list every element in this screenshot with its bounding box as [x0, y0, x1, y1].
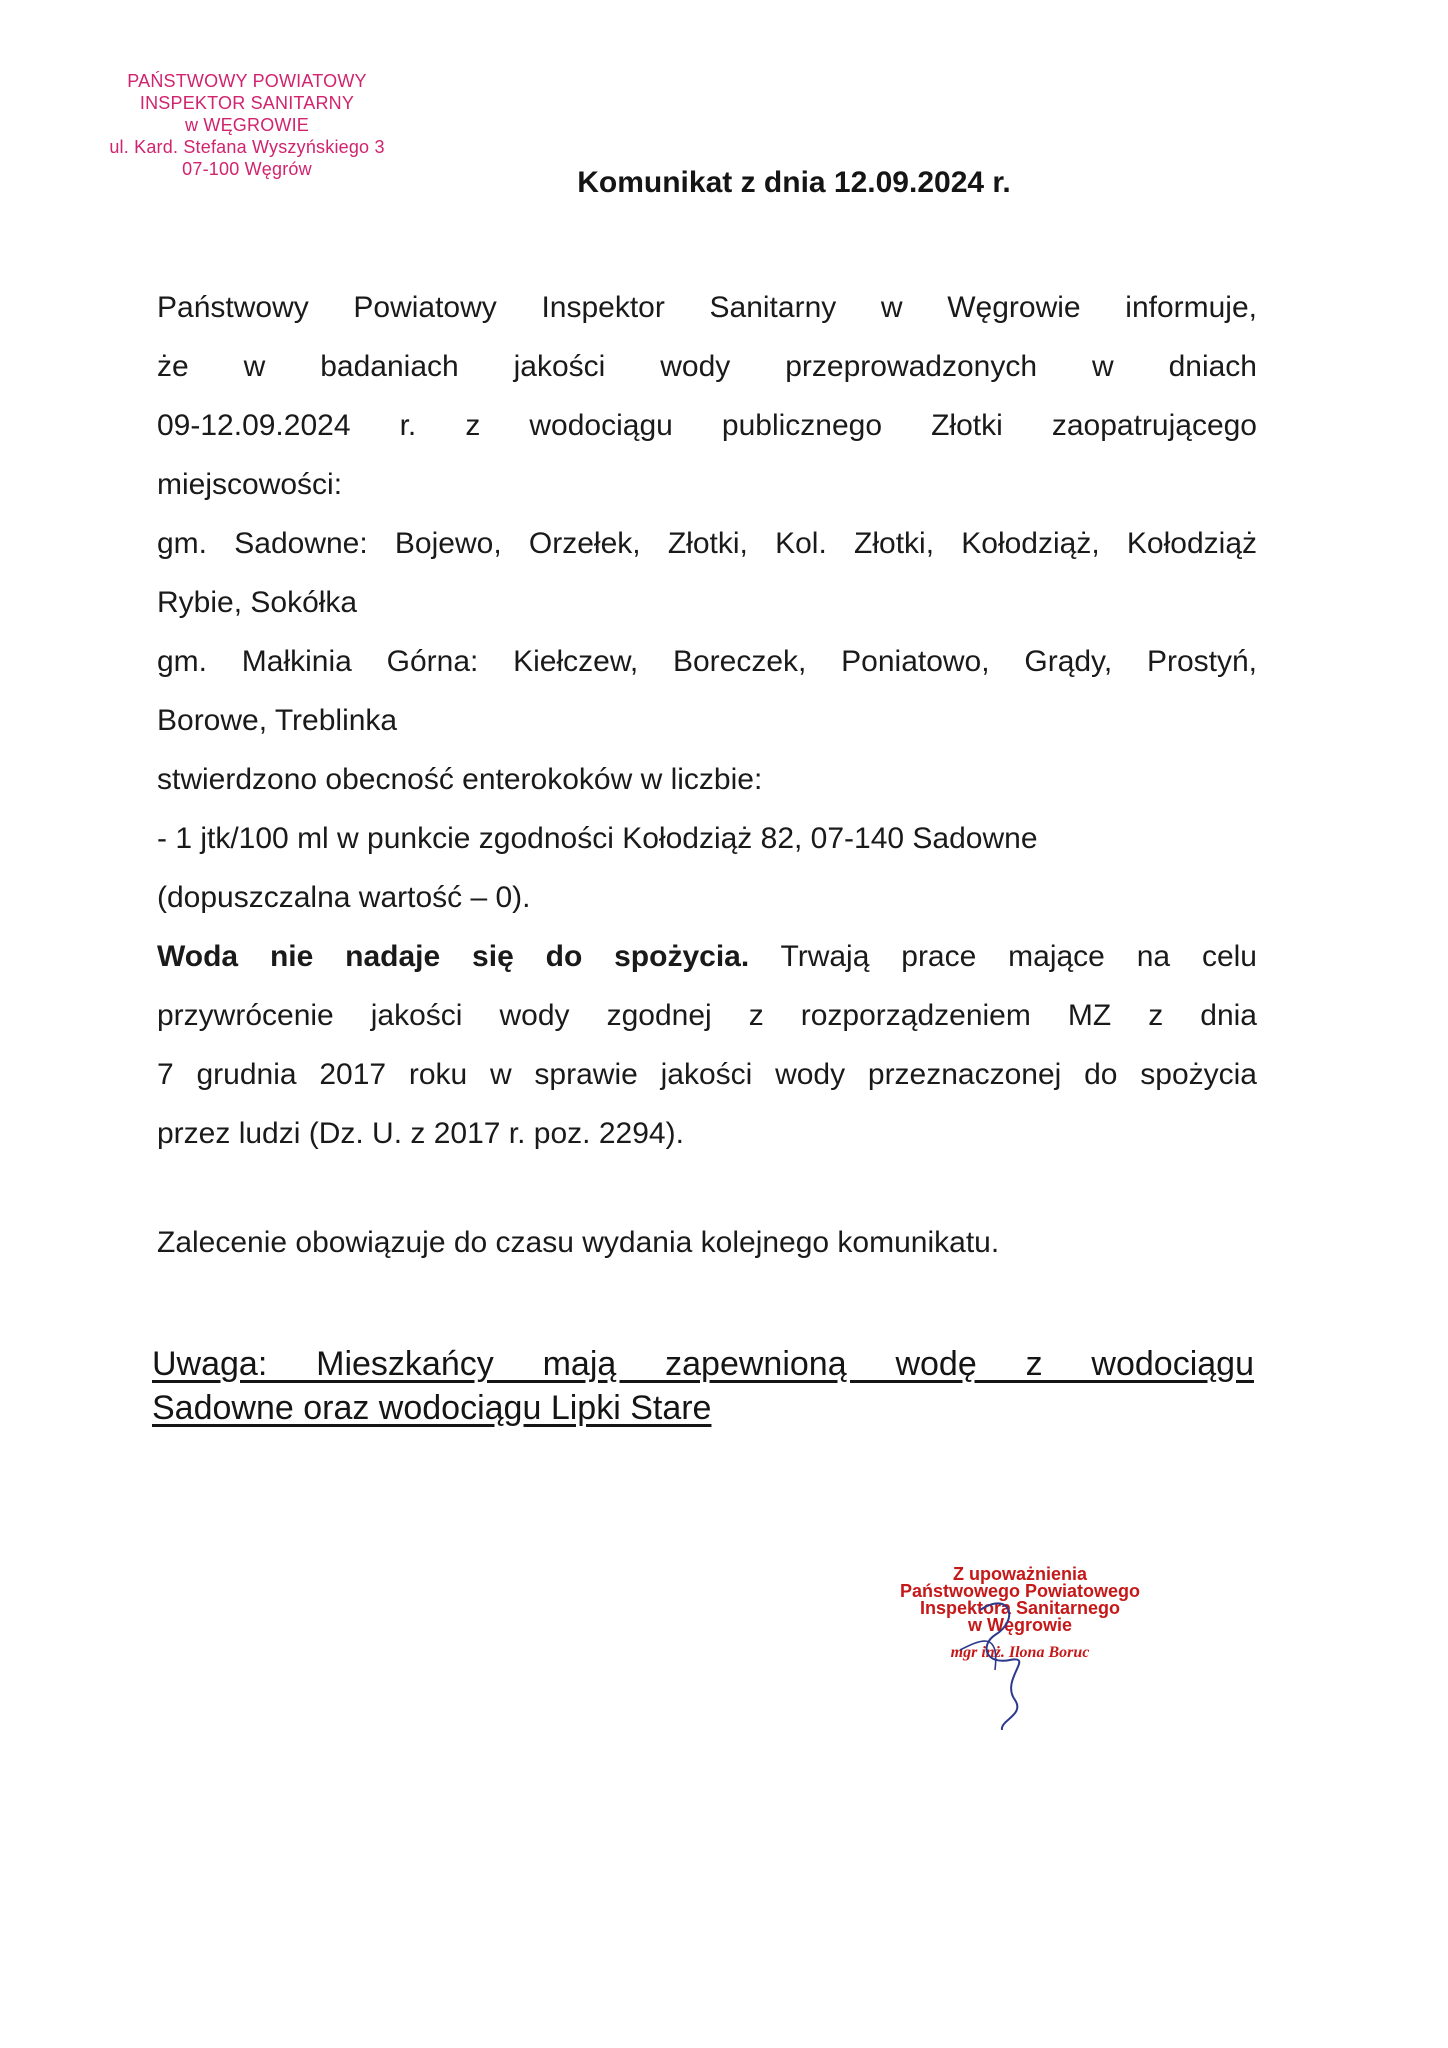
signature-stamp-line: Inspektora Sanitarnego	[919, 1598, 1121, 1618]
stamp-line: PAŃSTWOWY POWIATOWY	[127, 71, 367, 91]
document-body	[157, 278, 1257, 1272]
gm-malkinia-line: gm. Małkinia Górna: Kiełczew, Boreczek, Poniatowo, Grądy, Prostyń,	[157, 645, 1257, 678]
header-stamp	[72, 70, 422, 180]
gm-sadowne-line: Rybie, Sokółka	[157, 586, 358, 619]
recommendation: Zalecenie obowiązuje do czasu wydania kolejnego komunikatu.	[157, 1226, 1000, 1259]
stamp-line: ul. Kard. Stefana Wyszyńskiego 3	[109, 137, 385, 157]
finding-line: (dopuszczalna wartość – 0).	[157, 881, 531, 914]
stamp-line: 07-100 Węgrów	[182, 159, 312, 179]
body-line: 09-12.09.2024 r. z wodociągu publicznego Złotki zaopatrującego	[157, 409, 1257, 442]
body-line: że w badaniach jakości wody przeprowadzonych w dniach	[157, 350, 1257, 383]
warning-line: 7 grudnia 2017 roku w sprawie jakości wody przeznaczonej do spożycia	[157, 1058, 1257, 1091]
gm-malkinia-line: Borowe, Treblinka	[157, 704, 398, 737]
warning-line: przez ludzi (Dz. U. z 2017 r. poz. 2294).	[157, 1117, 684, 1150]
warning-rest: Trwają prace mające na celu	[749, 940, 1257, 973]
notice-line: Sadowne oraz wodociągu Lipki Stare	[152, 1389, 712, 1427]
signature-stamp-line: w Węgrowie	[967, 1615, 1072, 1635]
signer-name: mgr inż. Ilona Boruc	[950, 1644, 1090, 1661]
warning-bold: Woda nie nadaje się do spożycia.	[157, 940, 750, 973]
stamp-line: INSPEKTOR SANITARNY	[139, 93, 355, 113]
notice-line: Uwaga: Mieszkańcy mają zapewnioną wodę z wodociągu	[152, 1345, 1254, 1383]
gm-sadowne-line: gm. Sadowne: Bojewo, Orzełek, Złotki, Kol. Złotki, Kołodziąż, Kołodziąż	[157, 527, 1257, 560]
body-line: Państwowy Powiatowy Inspektor Sanitarny w Węgrowie informuje,	[157, 291, 1257, 324]
body-line: miejscowości:	[157, 468, 343, 501]
warning-first-line	[157, 927, 1257, 986]
spacer	[157, 1163, 1257, 1213]
residents-notice	[152, 1342, 1254, 1430]
finding-line: - 1 jtk/100 ml w punkcie zgodności Kołodziąż 82, 07-140 Sadowne	[157, 822, 1038, 855]
stamp-line: w WĘGROWIE	[185, 115, 309, 135]
signature-stamp-line: Państwowego Powiatowego	[899, 1581, 1141, 1601]
document-title: Komunikat z dnia 12.09.2024 r.	[577, 166, 1011, 199]
handwritten-signature	[940, 1580, 1090, 1730]
warning-line: przywrócenie jakości wody zgodnej z rozporządzeniem MZ z dnia	[157, 999, 1257, 1032]
finding-intro: stwierdzono obecność enterokoków w liczbie:	[157, 763, 763, 796]
signature-stamp-line: Z upoważnienia	[952, 1564, 1087, 1584]
